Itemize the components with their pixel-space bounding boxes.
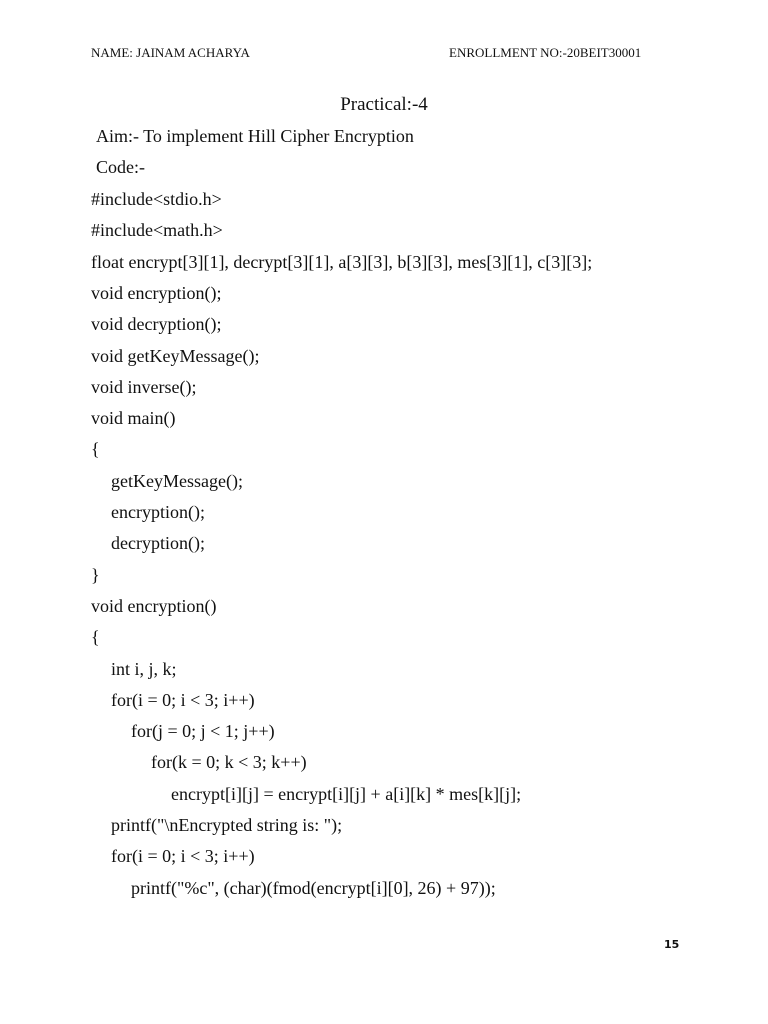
header-name: NAME: JAINAM ACHARYA [91, 45, 250, 60]
code-line: encrypt[i][j] = encrypt[i][j] + a[i][k] * mes[k][j]; [171, 784, 522, 804]
code-line: encryption(); [111, 502, 205, 522]
code-line: for(j = 0; j < 1; j++) [131, 721, 275, 741]
code-line: { [91, 439, 100, 459]
code-line: void encryption(); [91, 283, 222, 303]
code-line: { [91, 627, 100, 647]
code-line: #include<stdio.h> [91, 189, 222, 209]
code-line: printf("\nEncrypted string is: "); [111, 815, 343, 835]
code-line: for(k = 0; k < 3; k++) [151, 752, 307, 772]
code-line: void encryption() [91, 596, 217, 616]
code-line: void decryption(); [91, 314, 222, 334]
aim-line: Aim:- To implement Hill Cipher Encryption [96, 126, 414, 146]
page-number: 15 [664, 938, 680, 951]
code-line: int i, j, k; [111, 659, 177, 679]
code-line: getKeyMessage(); [111, 471, 243, 491]
code-line: void main() [91, 408, 176, 428]
practical-title: Practical:-4 [340, 94, 428, 115]
code-label: Code:- [96, 157, 145, 177]
code-line: #include<math.h> [91, 220, 223, 240]
code-line: void inverse(); [91, 377, 197, 397]
code-line: } [91, 565, 100, 585]
code-line: printf("%c", (char)(fmod(encrypt[i][0], 26) + 97)); [131, 878, 496, 898]
code-line: for(i = 0; i < 3; i++) [111, 690, 255, 710]
header-enrollment: ENROLLMENT NO:-20BEIT30001 [449, 45, 642, 60]
code-line: void getKeyMessage(); [91, 346, 260, 366]
code-line: for(i = 0; i < 3; i++) [111, 846, 255, 866]
code-line: decryption(); [111, 533, 205, 553]
code-line: float encrypt[3][1], decrypt[3][1], a[3][3], b[3][3], mes[3][1], c[3][3]; [91, 252, 593, 272]
